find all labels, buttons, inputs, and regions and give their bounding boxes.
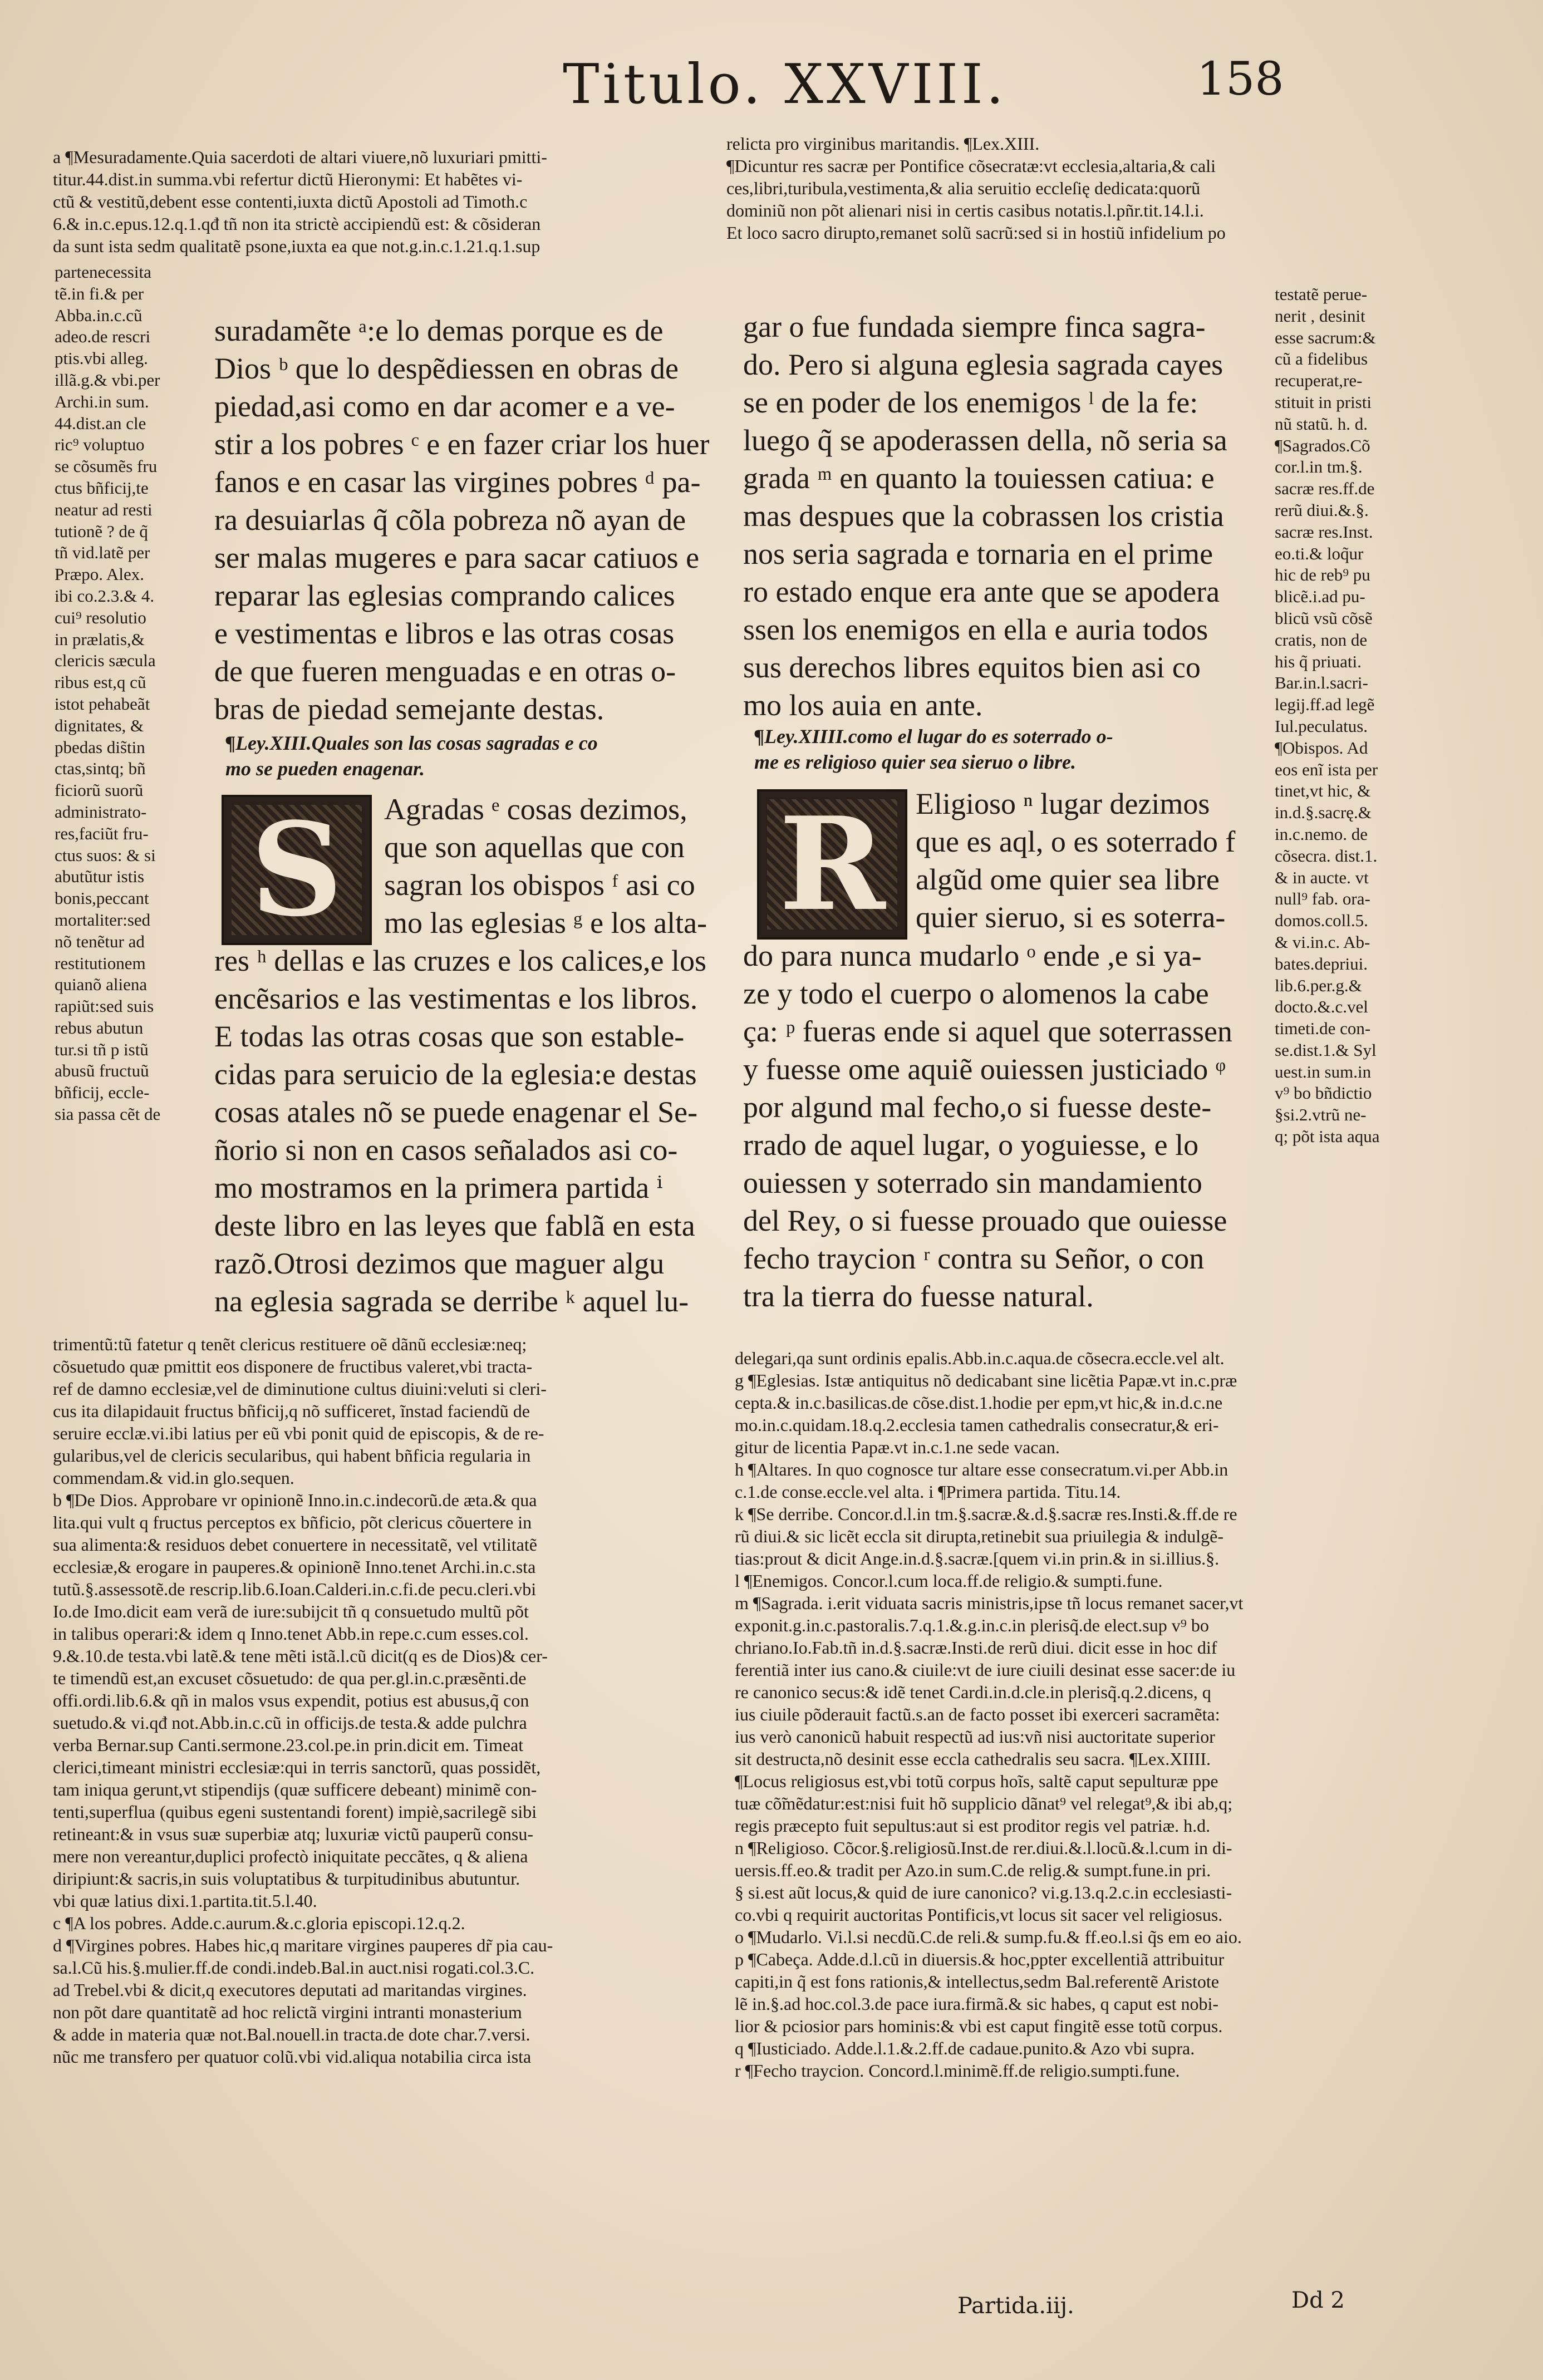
catchword: Dd 2: [1291, 2288, 1345, 2313]
text-line: q; põt ista aqua: [1275, 1127, 1380, 1147]
text-line: v⁹ bo bñdictio: [1275, 1083, 1372, 1103]
text-line: dignitates, &: [55, 715, 144, 735]
decorated-initial-r: [757, 789, 907, 940]
text-line: domos.coll.5.: [1275, 911, 1368, 931]
text-line: ¶Dicuntur res sacræ per Pontifice cõsecratæ:vt ecclesia,altaria,& cali: [726, 156, 1216, 176]
text-line: ref de damno ecclesiæ,vel de diminutione cultus diuini:veluti si cleri-: [53, 1379, 547, 1399]
text-line: ze y todo el cuerpo o alomenos la cabe: [743, 977, 1209, 1010]
text-line: suetudo.& vi.qđ not.Abb.in.c.cũ in officijs.de testa.& adde pulchra: [53, 1713, 527, 1733]
text-line: o ¶Mudarlo. Vi.l.si necdũ.C.de reli.& sump.fu.& ff.eo.l.si q̃s em eo aio.: [735, 1927, 1242, 1947]
text-line: bñficij, eccle-: [55, 1083, 150, 1103]
text-line: tra la tierra do fuesse natural.: [743, 1280, 1094, 1313]
text-line: gularibus,vel de clericis secularibus, qui habent bñficia regularia in: [53, 1445, 531, 1466]
text-line: regis præcepto fuit sepultus:aut si est proditor regis vel patriæ. h.d.: [735, 1816, 1211, 1836]
text-line: cor.l.in tm.§.: [1275, 457, 1363, 477]
text-line: cepta.& in.c.basilicas.de cõse.dist.1.hodie per epm,vt hic,& in.d.c.ne: [735, 1393, 1223, 1413]
text-line: nũc me transfero per quatuor colũ.vbi vid.aliqua notabilia circa ista: [53, 2047, 532, 2067]
text-line: tias:prout & dicit Ange.in.d.§.sacræ.[quem vi.in prin.& in si.illius.§.: [735, 1548, 1220, 1568]
text-line: a ¶Mesuradamente.Quia sacerdoti de altari viuere,nõ luxuriari pmitti-: [53, 147, 547, 167]
text-line: sagran los obispos ᶠ asi co: [384, 868, 695, 902]
main-text-left-top: [214, 312, 710, 728]
folio-number: 158: [1197, 53, 1284, 106]
text-line: administrato-: [55, 801, 147, 822]
main-text-right-top: [743, 308, 1264, 724]
text-line: Io.de Imo.dicit eam verã de iure:subijcit tñ q consuetudo multũ põt: [53, 1601, 529, 1621]
text-line: non põt dare quantitatẽ ad hoc relictã virgini intranti monasterium: [53, 2002, 522, 2022]
left-margin-gloss: [55, 262, 202, 1125]
text-line: timeti.de con-: [1275, 1019, 1371, 1039]
text-line: tuæ cõ̃mẽdatur:est:nisi fuit hõ supplicio dãnat⁹ vel relegat⁹,& ibi ab,q;: [735, 1793, 1233, 1813]
text-line: res,faciũt fru-: [55, 823, 149, 843]
text-line: cosas atales nõ se puede enagenar el Se-: [214, 1095, 698, 1129]
text-line: ra desuiarlas q̃ cõla pobreza nõ ayan de: [214, 503, 686, 537]
text-line: §si.2.vtrũ ne-: [1275, 1105, 1367, 1125]
text-line: m ¶Sagrada. i.erit viduata sacris ministris,ipse tñ locus remanet sacer,vt: [735, 1593, 1244, 1613]
text-line: por algund mal fecho,o si fuesse deste-: [743, 1090, 1212, 1124]
text-line: sacræ res.ff.de: [1275, 479, 1375, 499]
text-line: 9.&.10.de testa.vbi latẽ.& tene mẽti istã.l.cũ dicit(q es de Dios)& cer-: [53, 1646, 548, 1666]
text-line: ça: ᵖ fueras ende si aquel que soterrassen: [743, 1015, 1232, 1048]
text-line: se en poder de los enemigos ˡ de la fe:: [743, 386, 1198, 419]
page-title: Titulo. XXVIII.: [563, 53, 1007, 116]
text-line: h ¶Altares. In quo cognosce tur altare esse consecratum.vi.per Abb.in: [735, 1459, 1228, 1479]
initial-letter: S: [250, 795, 343, 945]
main-text-left-bottom: [214, 942, 712, 1320]
text-line: uest.in sum.in: [1275, 1061, 1372, 1081]
text-line: abusũ fructuũ: [55, 1061, 149, 1081]
text-line: me es religioso quier sea sieruo o libre.: [754, 751, 1076, 773]
text-line: ius ciuile põderauit factũ.s.an de facto posset ibi exerceri sacramẽta:: [735, 1704, 1220, 1724]
text-line: Bar.in.l.sacri-: [1275, 673, 1368, 693]
text-line: stir a los pobres ᶜ e en fazer criar los huer: [214, 427, 710, 461]
text-line: cui⁹ resolutio: [55, 607, 146, 627]
text-line: cõsecra. dist.1.: [1275, 845, 1378, 866]
text-line: e vestimentas e libros e las otras cosas: [214, 617, 675, 650]
text-line: res ʰ dellas e las cruzes e los calices,e los: [214, 944, 706, 977]
text-line: mere non vereantur,duplici profectò iniquitate peccãtes, q & aliena: [53, 1846, 528, 1866]
text-line: n ¶Religioso. Cõcor.§.religiosũ.Inst.de rer.diui.&.l.locũ.&.l.cum in di-: [735, 1838, 1232, 1858]
text-line: tur.si tñ p istũ: [55, 1039, 149, 1059]
text-line: uersis.ff.eo.& tradit per Azo.in sum.C.de relig.& sumpt.fune.in pri.: [735, 1860, 1211, 1880]
text-line: r ¶Fecho traycion. Concord.l.minimẽ.ff.de religio.sumpti.fune.: [735, 2061, 1180, 2081]
text-line: & vi.in.c. Ab-: [1275, 932, 1370, 952]
text-line: eo.ti.& loq̃ur: [1275, 543, 1364, 563]
text-line: chriano.Io.Fab.tñ in.d.§.sacræ.Insti.de rerũ diui. dicit esse in hoc dif: [735, 1638, 1217, 1658]
text-line: blicũ vsũ cõsẽ: [1275, 608, 1373, 628]
text-line: ecclesiæ,& erogare in pauperes.& opinionẽ Inno.tenet Archi.in.c.sta: [53, 1557, 536, 1577]
top-left-gloss: [53, 146, 710, 257]
text-line: sit destructa,nõ desinit esse eccla cathedralis seu sacra. ¶Lex.XIIII.: [735, 1749, 1211, 1769]
text-line: mo.in.c.quidam.18.q.2.ecclesia tamen cathedralis consecratur,& eri-: [735, 1415, 1219, 1435]
text-line: tẽ.in fi.& per: [55, 283, 144, 303]
text-line: se.dist.1.& Syl: [1275, 1040, 1377, 1060]
text-line: Dios ᵇ que lo despẽdiessen en obras de: [214, 352, 679, 385]
text-line: in talibus operari:& idem q Inno.tenet Abb.in repe.c.cum esses.col.: [53, 1624, 529, 1644]
text-line: rrado de aquel lugar, o yoguiesse, e lo: [743, 1128, 1199, 1162]
text-line: cidas para seruicio de la eglesia:e destas: [214, 1058, 697, 1091]
text-line: esse sacrum:&: [1275, 327, 1376, 347]
text-line: se cõsumẽs fru: [55, 456, 158, 476]
text-line: gar o fue fundada siempre finca sagra-: [743, 310, 1206, 343]
text-line: mo se pueden enagenar.: [225, 758, 425, 780]
text-line: E todas las otras cosas que son estable-: [214, 1020, 685, 1053]
text-line: rerũ diui.&.§.: [1275, 500, 1369, 520]
text-line: Iul.peculatus.: [1275, 716, 1368, 736]
bottom-right-gloss: [735, 1347, 1425, 2082]
text-line: g ¶Eglesias. Istæ antiquitus nõ dedicabant sine licẽtia Papæ.vt in.c.præ: [735, 1370, 1237, 1390]
text-line: abutũtur istis: [55, 867, 145, 887]
text-line: ñorio si non en casos señalados asi co-: [214, 1133, 678, 1167]
text-line: sua alimenta:& residuos debet conuertere in necessitatẽ, vel vtilitatẽ: [53, 1535, 537, 1555]
text-line: suradamẽte ᵃ:e lo demas porque es de: [214, 314, 664, 347]
text-line: § si.est aũt locus,& quid de iure canonico? vi.g.13.q.2.c.in ecclesiasti-: [735, 1882, 1232, 1902]
main-text-left-dropcap: [384, 790, 712, 942]
text-line: luego q̃ se apoderassen della, nõ seria sa: [743, 424, 1227, 457]
text-line: neatur ad resti: [55, 499, 153, 519]
text-line: cus ita dilapidauit fructus bñficij,q nõ sufficeret, ĩnstad faciendũ de: [53, 1401, 530, 1421]
text-line: del Rey, o si fuesse prouado que ouiesse: [743, 1204, 1227, 1237]
text-line: his q̃ priuati.: [1275, 651, 1362, 671]
text-line: sa.l.Cũ his.§.mulier.ff.de condi.indeb.Bal.in auct.nisi rogati.col.3.C.: [53, 1958, 535, 1978]
text-line: seruire ecclæ.vi.ibi latius per eũ vbi ponit quid de episcopis, & de re-: [53, 1423, 544, 1443]
text-line: diripiunt:& sacris,in suis voluptatibus & turpitudinibus abutuntur.: [53, 1868, 520, 1889]
text-line: mas despues que la cobrassen los cristia: [743, 499, 1224, 533]
text-line: y fuesse ome aquiẽ ouiessen justiciado ᵠ: [743, 1053, 1226, 1086]
text-line: da sunt ista sedm qualitatẽ psone,iuxta ea que not.g.in.c.1.21.q.1.sup: [53, 236, 540, 256]
text-line: retineant:& in vsus suæ superbiæ atq; luxuriæ victũ pauperũ consu-: [53, 1824, 533, 1844]
text-line: Agradas ᵉ cosas dezimos,: [384, 793, 687, 826]
main-text-right-bottom: [743, 937, 1266, 1315]
text-line: p ¶Cabeça. Adde.d.l.cũ in diuersis.& hoc,ppter excellentiã attribuitur: [735, 1949, 1225, 1969]
text-line: ctũ & vestitũ,debent esse contenti,iuxta dictũ Apostoli ad Timoth.c: [53, 191, 528, 212]
text-line: que es aql, o es soterrado f: [916, 825, 1236, 858]
text-line: k ¶Se derribe. Concor.d.l.in tm.§.sacræ.&.d.§.sacræ res.Insti.&.ff.de re: [735, 1504, 1237, 1524]
text-line: quier sieruo, si es soterra-: [916, 901, 1226, 934]
text-line: ad Trebel.vbi & dicit,q executores deputati ad maritandas virgines.: [53, 1980, 527, 2000]
text-line: lita.qui vult q fructus perceptos ex bñficio, põt clericus cõuertere in: [53, 1512, 532, 1532]
text-line: partenecessita: [55, 262, 151, 282]
top-right-gloss: [726, 132, 1417, 244]
text-line: legij.ff.ad legẽ: [1275, 695, 1375, 715]
text-line: hic de reb⁹ pu: [1275, 565, 1370, 585]
bottom-left-gloss: [53, 1333, 721, 2068]
text-line: cũ a fidelibus: [1275, 349, 1368, 369]
law-heading-14: [754, 724, 1266, 775]
text-line: ibi co.2.3.& 4.: [55, 586, 155, 606]
text-line: ¶Locus religiosus est,vbi totũ corpus hoĩs, saltẽ caput sepulturæ ppe: [735, 1771, 1218, 1791]
text-line: delegari,qa sunt ordinis epalis.Abb.in.c.aqua.de cõsecra.eccle.vel alt.: [735, 1348, 1225, 1368]
text-line: rebus abutun: [55, 1017, 144, 1037]
text-line: testatẽ perue-: [1275, 284, 1368, 304]
text-line: ius verò canonicũ habuit respectũ ad ius:vñ nisi auctoritate superior: [735, 1727, 1215, 1747]
text-line: istot pehabeãt: [55, 694, 150, 714]
text-line: tenti,superflua (quibus egeni sustentandi forent) impiè,sacrilegẽ sibi: [53, 1802, 537, 1822]
text-line: cõsuetudo quӕ pmittit eos disponere de fructibus valeret,vbi tracta-: [53, 1356, 533, 1376]
text-line: ro estado enque era ante que se apodera: [743, 575, 1220, 608]
text-line: in.d.§.sacrę.&: [1275, 803, 1372, 823]
text-line: pbedas dis̃tin: [55, 737, 145, 757]
text-line: restitutionem: [55, 953, 146, 973]
text-line: adeo.de rescri: [55, 327, 151, 347]
text-line: ctas,sintq; bñ: [55, 759, 146, 779]
text-line: cratis, non de: [1275, 630, 1368, 650]
text-line: in.c.nemo. de: [1275, 824, 1368, 844]
text-line: null⁹ fab. ora-: [1275, 889, 1370, 909]
text-line: co.vbi q requirit auctoritas Pontificis,vt locus sit sacer vel religiosus.: [735, 1905, 1223, 1925]
text-line: Et loco sacro dirupto,remanet solũ sacrũ:sed si in hostiũ infidelium po: [726, 223, 1226, 243]
text-line: ctus suos: & si: [55, 845, 156, 865]
text-line: ¶Ley.XIII.Quales son las cosas sagradas e co: [225, 732, 598, 754]
text-line: na eglesia sagrada se derribe ᵏ aquel lu-: [214, 1285, 689, 1318]
text-line: nos seria sagrada e tornaria en el prime: [743, 537, 1213, 571]
text-line: ric⁹ voluptuo: [55, 435, 145, 455]
text-line: & adde in materia quæ not.Bal.nouell.in tracta.de dote char.7.versi.: [53, 2024, 530, 2044]
text-line: ribus est,q cũ: [55, 672, 146, 692]
text-line: razõ.Otrosi dezimos que maguer algu: [214, 1247, 665, 1280]
text-line: reparar las eglesias comprando calices: [214, 579, 675, 612]
text-line: sacrӕ res.Inst.: [1275, 522, 1373, 542]
text-line: eos enĩ ista per: [1275, 759, 1378, 779]
text-line: Abba.in.c.cũ: [55, 305, 142, 325]
text-line: nõ tenẽtur ad: [55, 931, 145, 951]
text-line: blicẽ.i.ad pu-: [1275, 587, 1365, 607]
text-line: ouiessen y soterrado sin mandamiento: [743, 1166, 1202, 1199]
text-line: que son aquellas que con: [384, 830, 685, 864]
text-line: stituit in pristi: [1275, 392, 1372, 412]
text-line: bonis,peccant: [55, 888, 149, 908]
text-line: do para nunca mudarlo ᵒ ende ,e si ya-: [743, 939, 1202, 972]
text-line: ssen los enemigos en ella e auria todos: [743, 613, 1208, 646]
text-line: lib.6.per.g.&: [1275, 975, 1362, 995]
text-line: ¶Ley.XIIII.como el lugar do es soterrado o-: [754, 725, 1113, 748]
text-line: mo mostramos en la primera partida ⁱ: [214, 1171, 663, 1204]
text-line: tñ vid.latẽ per: [55, 543, 150, 563]
text-line: l ¶Enemigos. Concor.l.cum loca.ff.de religio.& sumpti.fune.: [735, 1571, 1163, 1591]
text-line: Archi.in sum.: [55, 391, 149, 411]
text-line: clerici,timeant ministri ecclesiæ:qui in terris sanctorũ, quas possidẽt,: [53, 1757, 541, 1777]
text-line: ficiorũ suorũ: [55, 780, 144, 800]
text-line: dominiũ non põt alienari nisi in certis casibus notatis.l.pñr.tit.14.l.i.: [726, 200, 1204, 220]
text-line: mo las eglesias ᵍ e los alta-: [384, 906, 707, 940]
text-line: exponit.g.in.c.pastoralis.7.q.1.&.g.in.c.in plerisq̃.de elect.sup v⁹ bo: [735, 1615, 1209, 1635]
text-line: rũ diui.& sic licẽt eccla sit dirupta,retinebit sua priuilegia & indulgẽ-: [735, 1526, 1223, 1546]
initial-letter: R: [779, 789, 886, 940]
text-line: b ¶De Dios. Approbare vr opinionẽ Inno.in.c.indecorũ.de ӕta.& qua: [53, 1490, 537, 1510]
text-line: do. Pero si alguna eglesia sagrada cayes: [743, 348, 1223, 381]
text-line: nũ statũ. h. d.: [1275, 414, 1368, 434]
text-line: grada ᵐ en quanto la touiessen catiua: e: [743, 461, 1215, 495]
text-line: gitur de licentia Papæ.vt in.c.1.ne sede vacan.: [735, 1437, 1060, 1457]
text-line: c.1.de conse.eccle.vel alta. i ¶Primera partida. Titu.14.: [735, 1482, 1121, 1502]
text-line: capiti,in q̃ est fons rationis,& intellectus,sedm Bal.referentẽ Aristote: [735, 1971, 1219, 1991]
text-line: rapiũt:sed suis: [55, 996, 154, 1016]
text-line: tinet,vt hic, &: [1275, 781, 1371, 801]
decorated-initial-s: [222, 795, 372, 945]
text-line: recuperat,re-: [1275, 371, 1363, 391]
text-line: piedad,asi como en dar acomer e a ve-: [214, 390, 675, 423]
text-line: re canonico secus:& idẽ tenet Cardi.in.d.cle.in plerisq̃.q.2.dicens, q: [735, 1682, 1211, 1702]
text-line: lẽ in.§.ad hoc.col.3.de pace iura.firmã.& sic habes, q caput est nobi-: [735, 1994, 1219, 2014]
text-line: commendam.& vid.in glo.sequen.: [53, 1468, 294, 1488]
text-line: 6.& in.c.epus.12.q.1.qđ tñ non ita strictè accipiendũ est: & cõsideran: [53, 214, 541, 234]
text-line: nerit , desinit: [1275, 306, 1365, 326]
text-line: tutũ.§.assessotẽ.de rescrip.lib.6.Ioan.Calderi.in.c.fi.de pecu.cleri.vbi: [53, 1579, 537, 1599]
text-line: fanos e en casar las virgines pobres ᵈ pa-: [214, 465, 701, 499]
text-line: quianõ aliena: [55, 975, 148, 995]
text-line: offi.ordi.lib.6.& qñ in malos vsus expendit, potius est abusus,q̃ con: [53, 1690, 529, 1710]
text-line: & in aucte. vt: [1275, 867, 1369, 887]
text-line: 44.dist.an cle: [55, 413, 146, 433]
right-margin-gloss: [1275, 284, 1419, 1148]
text-line: encẽsarios e las vestimentas e los libros.: [214, 982, 698, 1015]
text-line: ¶Obispos. Ad: [1275, 737, 1368, 758]
text-line: illã.g.& vbi.per: [55, 370, 160, 390]
text-line: Eligioso ⁿ lugar dezimos: [916, 787, 1210, 820]
text-line: deste libro en las leyes que fablã en esta: [214, 1209, 695, 1242]
text-line: in prӕlatis,&: [55, 629, 145, 649]
text-line: tutionẽ ? de q̃: [55, 521, 148, 541]
text-line: sus derechos libres equitos bien asi co: [743, 651, 1201, 684]
text-line: Prӕpo. Alex.: [55, 564, 145, 584]
text-line: tam iniqua gerunt,vt stipendijs (quæ sufficere debeant) minimẽ con-: [53, 1779, 537, 1799]
text-line: verba Bernar.sup Canti.sermone.23.col.pe.in prin.dicit em. Timeat: [53, 1735, 524, 1755]
text-line: de que fueren menguadas e en otras o-: [214, 655, 676, 688]
text-line: bates.depriui.: [1275, 953, 1368, 973]
text-line: ptis.vbi alleg.: [55, 348, 148, 368]
text-line: docto.&.c.vel: [1275, 997, 1368, 1017]
text-line: bras de piedad semejante destas.: [214, 692, 605, 726]
text-line: trimentũ:tũ fatetur q tenẽt clericus restituere oẽ dãnũ ecclesiæ:neq;: [53, 1334, 527, 1354]
text-line: clericis sӕcula: [55, 651, 156, 671]
signature-mark: Partida.iij.: [957, 2293, 1074, 2319]
text-line: d ¶Virgines pobres. Habes hic,q maritare virgines pauperes dr̃ pia cau-: [53, 1935, 553, 1955]
text-line: q ¶Iusticiado. Adde.l.1.&.2.ff.de cadaue.punito.& Azo vbi supra.: [735, 2038, 1195, 2058]
law-heading-13: [225, 730, 715, 781]
text-line: ctus bñficij,te: [55, 478, 149, 498]
text-line: relicta pro virginibus maritandis. ¶Lex.XIII.: [726, 134, 1040, 154]
text-line: titur.44.dist.in summa.vbi refertur dictũ Hieronymi: Et habẽtes vi-: [53, 169, 523, 189]
text-line: mortaliter:sed: [55, 909, 151, 930]
main-text-right-dropcap: [916, 785, 1266, 936]
text-line: ser malas mugeres e para sacar catiuos e: [214, 541, 700, 574]
text-line: te timendũ est,an excuset cõsuetudo: de qua per.gl.in.c.præsẽnti.de: [53, 1668, 527, 1688]
text-line: ces,libri,turibula,vestimenta,& alia seruitio eccleſię dedicata:quorũ: [726, 178, 1201, 198]
text-line: vbi quæ latius dixi.1.partita.tit.5.l.40.: [53, 1891, 317, 1911]
text-line: ferentiã inter ius cano.& ciuile:vt de iure ciuili desinat esse sacer:de iu: [735, 1660, 1236, 1680]
text-line: algũd ome quier sea libre: [916, 863, 1220, 896]
text-line: ¶Sagrados.Cõ: [1275, 435, 1370, 455]
text-line: sia passa cẽt de: [55, 1104, 161, 1124]
text-line: lior & pciosior pars hominis:& vbi est caput fingitẽ esse totũ corpus.: [735, 2016, 1223, 2036]
text-line: c ¶A los pobres. Adde.c.aurum.&.c.gloria episcopi.12.q.2.: [53, 1913, 465, 1933]
text-line: mo los auia en ante.: [743, 689, 983, 722]
text-line: fecho traycion ʳ contra su Señor, o con: [743, 1242, 1205, 1275]
